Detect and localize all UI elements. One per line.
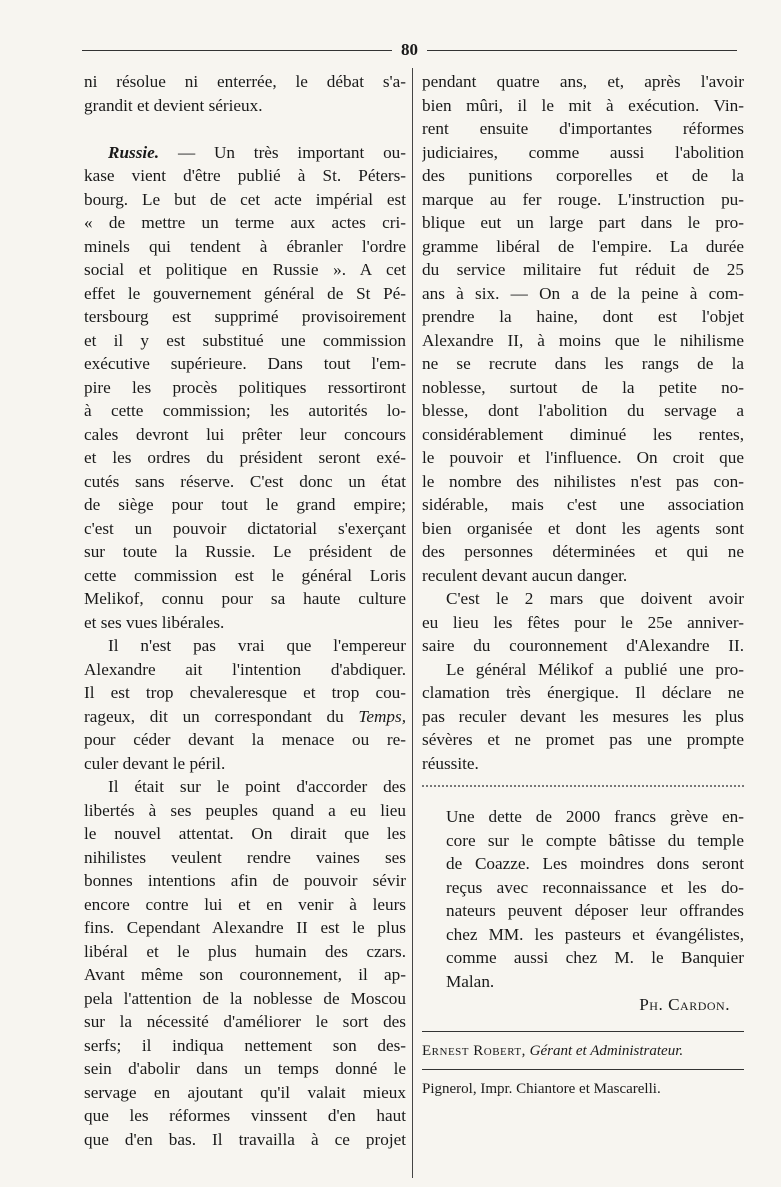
text-line: le nouvel attentat. On dirait que les [84, 824, 406, 843]
notice-line: nateurs peuvent déposer leur offrandes [446, 901, 744, 920]
text-line: ne se recrute dans les rangs de la [422, 354, 744, 373]
text-line: serfs; il indiqua nettement son des- [84, 1035, 406, 1055]
imprint-rule-top [422, 1031, 744, 1032]
text-line: Alexandre ait l'intention d'abdiquer. [84, 659, 406, 679]
text-line: le nombre des nihilistes n'est pas con- [422, 471, 744, 491]
text-line: de siège pour tout le grand empire; [84, 495, 406, 514]
paragraph-gap [84, 117, 406, 141]
newspaper-title-temps: Temps, [358, 706, 406, 726]
text-line: exécutive supérieure. Dans tout l'em- [84, 354, 406, 373]
section-label-russie: Russie. [108, 142, 160, 162]
text-line: pour céder devant la menace ou re- [84, 730, 406, 749]
text-line: pas reculer devant les mesures les plus [422, 706, 744, 726]
text-line: ans à six. — On a de la peine à com- [422, 283, 744, 303]
text-line: réussite. [422, 753, 479, 773]
text-line: reculent devant aucun danger. [422, 565, 628, 585]
text-line: kase vient d'être publié à St. Péters- [84, 166, 406, 185]
text-line: bien mûri, il le mit à exécution. Vin- [422, 95, 744, 115]
manager-line [422, 1040, 744, 1064]
text-line: sévères et ne promet pas une prompte [422, 730, 744, 749]
text-span: rageux, dit un correspondant du [84, 706, 359, 726]
text-line: bonnes intentions afin de pouvoir sévir [84, 871, 406, 890]
text-line: sur toute la Russie. Le président de [84, 542, 406, 561]
notice-line: core sur le compte bâtisse du temple [446, 830, 744, 850]
text-line: c'est un pouvoir dictatorial s'exerçant [84, 518, 406, 538]
text-line: Avant même son couronnement, il ap- [84, 965, 406, 984]
text-line: sur la nécessité d'améliorer le sort des [84, 1012, 406, 1031]
text-line: le pouvoir et l'influence. On croit que [422, 448, 744, 467]
text-line: Il était sur le point d'accorder des [108, 777, 406, 796]
text-line: judiciaires, comme aussi l'abolition [422, 142, 744, 162]
notice-line: comme aussi chez M. le Banquier [446, 948, 744, 967]
text-line: encore contre lui et en venir à leurs [84, 894, 406, 914]
text-line: servage en ajoutant qu'il valait mieux [84, 1082, 406, 1102]
text-line: effet le gouvernement général de St Pé- [84, 283, 406, 303]
text-line: des personnes déterminées et qui ne [422, 542, 744, 561]
text-line: Alexandre II, à moins que le nihilisme [422, 330, 744, 350]
text-line: sein d'abolir dans un temps donné le [84, 1059, 406, 1078]
text-span: — Un très important ou- [159, 142, 406, 162]
text-line: gramme libéral de l'empire. La durée [422, 236, 744, 256]
page-number: 80 [401, 40, 418, 59]
russie-heading-line [84, 141, 406, 165]
notice-line: Une dette de 2000 francs grève en- [446, 807, 744, 826]
page-header [82, 40, 737, 60]
text-line: social et politique en Russie ». A cet [84, 260, 406, 279]
text-line: Le général Mélikof a publié une pro- [446, 659, 744, 679]
notice-line: de Coazze. Les moindres dons seront [446, 854, 744, 873]
text-line: prendre la haine, dont est l'objet [422, 307, 744, 326]
manager-name: Ernest Robert, [422, 1042, 526, 1059]
signature: Ph. Cardon. [639, 995, 730, 1014]
text-line: clamation très énergique. Il déclare ne [422, 683, 744, 702]
printer-line: Pignerol, Impr. Chiantore et Mascarelli. [422, 1081, 661, 1097]
text-line: Il n'est pas vrai que l'empereur [108, 636, 406, 655]
manager-title: Gérant et Administrateur. [529, 1042, 684, 1059]
text-line: que d'en bas. Il travailla à ce projet [84, 1129, 406, 1149]
imprint-rule-bottom [422, 1069, 744, 1070]
right-column [422, 70, 744, 1102]
text-line: pendant quatre ans, et, après l'avoir [422, 72, 744, 91]
text-line: bien organisée et dont les agents sont [422, 518, 744, 538]
text-line: considérablement diminué les rentes, [422, 424, 744, 444]
notice-line: Malan. [446, 971, 495, 991]
text-line: saire du couronnement d'Alexandre II. [422, 636, 744, 655]
header-rule-right [427, 50, 737, 51]
text-line: grandit et devient sérieux. [84, 95, 263, 115]
text-line: rent ensuite d'importantes réformes [422, 119, 744, 138]
text-line: pela l'attention de la noblesse de Moscou [84, 988, 406, 1008]
text-line: que les réformes vinssent d'en haut [84, 1106, 406, 1125]
text-line: et les ordres du président seront exé- [84, 448, 406, 467]
text-line: blique eut un large part dans le pro- [422, 213, 744, 232]
text-line: « de mettre un terme aux actes cri- [84, 213, 406, 232]
text-line: cales devront lui prêter leur concours [84, 424, 406, 444]
text-line: sidérable, mais c'est une association [422, 495, 744, 514]
text-line: Il est trop chevaleresque et trop cou- [84, 683, 406, 702]
left-column [84, 70, 406, 1151]
text-line: cutés sans réserve. C'est donc un état [84, 471, 406, 491]
text-line: et il y est substitué une commission [84, 330, 406, 350]
text-line: fins. Cependant Alexandre II est le plus [84, 918, 406, 937]
dotted-separator [422, 785, 744, 787]
column-divider [412, 68, 413, 1178]
text-line: C'est le 2 mars que doivent avoir [446, 589, 744, 608]
text-line: du service militaire fut réduit de 25 [422, 260, 744, 279]
header-rule-left [82, 50, 392, 51]
text-line: marque au fer rouge. L'instruction pu- [422, 189, 744, 209]
text-line: culer devant le péril. [84, 753, 226, 773]
text-line: Melikof, connu pour sa haute culture [84, 589, 406, 608]
notice-line: chez MM. les pasteurs et évangélistes, [446, 924, 744, 944]
text-line: tersbourg est supprimé provisoirement [84, 307, 406, 326]
text-line: pire les procès politiques ressortiront [84, 377, 406, 397]
text-line: libertés à ses peuples quand a eu lieu [84, 800, 406, 820]
temps-line [84, 705, 406, 729]
text-line: à cette commission; les autorités lo- [84, 401, 406, 420]
text-line: eu lieu les fêtes pour le 25e anniver- [422, 612, 744, 632]
text-line: blesse, dont l'abolition du servage a [422, 401, 744, 420]
text-line: minels qui tendent à ébranler l'ordre [84, 236, 406, 256]
text-line: libéral et le plus humain des czars. [84, 941, 406, 961]
text-line: cette commission est le général Loris [84, 565, 406, 585]
text-line: et ses vues libérales. [84, 612, 225, 632]
notice-line: reçus avec reconnaissance et les do- [446, 877, 744, 897]
text-line: bourg. Le but de cet acte impérial est [84, 189, 406, 209]
text-line: ni résolue ni enterrée, le débat s'a- [84, 72, 406, 91]
text-line: noblesse, surtout de la petite no- [422, 377, 744, 397]
text-line: nihilistes veulent rendre vaines ses [84, 847, 406, 867]
text-line: des punitions corporelles et de la [422, 166, 744, 185]
